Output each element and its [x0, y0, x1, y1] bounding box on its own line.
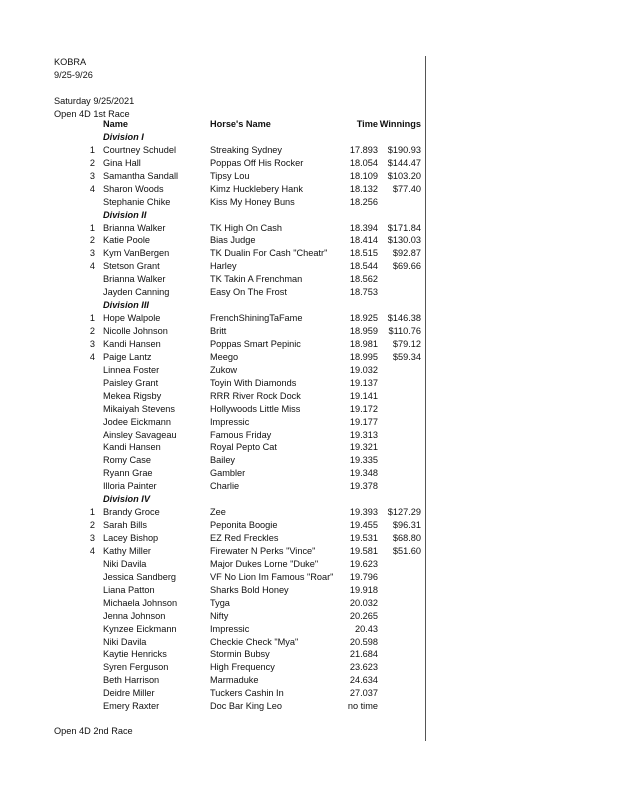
- rider-name-cell: Brandy Groce: [103, 507, 160, 518]
- time-cell: 19.455: [349, 520, 378, 531]
- table-row: [0, 610, 425, 623]
- table-row: [0, 157, 425, 170]
- horse-name-cell: RRR River Rock Dock: [210, 390, 301, 401]
- org-name: KOBRA: [54, 57, 87, 67]
- col-header-name: Name: [103, 119, 129, 129]
- rider-name-cell: Kandi Hansen: [103, 338, 161, 349]
- division-header-row: [0, 131, 425, 144]
- horse-name-cell: Harley: [210, 261, 237, 272]
- table-row: [0, 636, 425, 649]
- table-row: [0, 674, 425, 687]
- rider-name-cell: Kathy Miller: [103, 545, 151, 556]
- time-cell: 19.172: [349, 403, 378, 414]
- rider-name-cell: Kym VanBergen: [103, 248, 170, 259]
- rider-name-cell: Nicolle Johnson: [103, 326, 168, 336]
- rider-name-cell: Syren Ferguson: [103, 662, 169, 673]
- next-race-title: Open 4D 2nd Race: [54, 726, 133, 736]
- time-cell: 19.581: [349, 545, 378, 556]
- rider-name-cell: Jessica Sandberg: [103, 571, 177, 582]
- time-cell: 20.598: [349, 636, 378, 647]
- horse-name-cell: Zukow: [210, 364, 238, 375]
- time-cell: 24.634: [349, 675, 378, 686]
- table-row: [0, 247, 425, 260]
- table-row: [0, 364, 425, 377]
- rider-name-cell: Romy Case: [103, 455, 151, 466]
- time-cell: 19.623: [349, 558, 378, 569]
- horse-name-cell: Gambler: [210, 468, 246, 479]
- rank-cell: 3: [89, 338, 95, 349]
- time-cell: 19.335: [349, 455, 378, 466]
- time-cell: 18.995: [349, 351, 378, 362]
- rank-cell: 1: [89, 313, 95, 324]
- horse-name-cell: Charlie: [210, 481, 240, 492]
- horse-name-cell: High Frequency: [210, 662, 275, 673]
- horse-name-cell: Major Dukes Lorne "Duke": [210, 558, 319, 569]
- rider-name-cell: Liana Patton: [103, 584, 155, 595]
- rider-name-cell: Brianna Walker: [103, 222, 166, 233]
- horse-name-cell: Tuckers Cashin In: [210, 688, 284, 699]
- time-cell: 20.265: [349, 610, 378, 621]
- table-row: [0, 325, 425, 338]
- winnings-cell: $77.40: [392, 183, 421, 194]
- horse-name-cell: Marmaduke: [210, 675, 259, 686]
- rider-name-cell: Jenna Johnson: [103, 610, 166, 621]
- table-row: [0, 661, 425, 674]
- rank-cell: 1: [89, 222, 95, 233]
- division-label: Division IV: [103, 494, 150, 505]
- table-row: [0, 416, 425, 429]
- horse-name-cell: Firewater N Perks "Vince": [210, 545, 316, 556]
- horse-name-cell: Poppas Off His Rocker: [210, 157, 304, 168]
- rider-name-cell: Michaela Johnson: [103, 597, 178, 608]
- time-cell: 19.321: [349, 442, 378, 453]
- table-row: [0, 648, 425, 661]
- table-row: [0, 403, 425, 416]
- horse-name-cell: Easy On The Frost: [210, 287, 287, 298]
- rider-name-cell: Deidre Miller: [103, 688, 155, 699]
- rider-name-cell: Linnea Foster: [103, 364, 160, 375]
- rider-name-cell: Courtney Schudel: [103, 144, 177, 155]
- rider-name-cell: Jayden Canning: [103, 287, 170, 298]
- time-cell: 18.256: [349, 196, 378, 207]
- table-row: [0, 351, 425, 364]
- rider-name-cell: Kaytie Henricks: [103, 649, 167, 660]
- rank-cell: 3: [89, 248, 95, 259]
- rider-name-cell: Illoria Painter: [103, 481, 157, 492]
- horse-name-cell: Kimz Hucklebery Hank: [210, 183, 303, 194]
- horse-name-cell: Stormin Bubsy: [210, 649, 270, 660]
- table-row: [0, 454, 425, 467]
- time-cell: 18.394: [349, 222, 378, 233]
- winnings-cell: $127.29: [387, 507, 421, 518]
- division-label: Division I: [103, 131, 144, 142]
- rider-name-cell: Brianna Walker: [103, 274, 166, 285]
- horse-name-cell: Poppas Smart Pepinic: [210, 338, 301, 349]
- table-row: [0, 545, 425, 558]
- table-row: [0, 196, 425, 209]
- winnings-cell: $171.84: [387, 222, 421, 233]
- time-cell: 18.515: [349, 248, 378, 259]
- rider-name-cell: Kynzee Eickmann: [103, 623, 177, 634]
- division-header-row: [0, 299, 425, 312]
- time-cell: 18.562: [349, 274, 378, 285]
- winnings-cell: $130.03: [387, 235, 421, 246]
- time-cell: 27.037: [349, 688, 378, 699]
- rank-cell: 2: [89, 326, 95, 336]
- time-cell: 19.393: [349, 507, 378, 518]
- winnings-cell: $146.38: [387, 313, 421, 324]
- rider-name-cell: Jodee Eickmann: [103, 416, 171, 427]
- horse-name-cell: Zee: [210, 507, 226, 518]
- horse-name-cell: Kiss My Honey Buns: [210, 196, 295, 207]
- right-border-line: [425, 56, 426, 741]
- table-row: [0, 467, 425, 480]
- time-cell: 18.132: [349, 183, 378, 194]
- time-cell: 19.032: [349, 364, 378, 375]
- rank-cell: 1: [89, 507, 95, 518]
- rider-name-cell: Niki Davila: [103, 558, 147, 569]
- horse-name-cell: Meego: [210, 351, 239, 362]
- division-header-row: [0, 493, 425, 506]
- time-cell: 19.348: [349, 468, 378, 479]
- rider-name-cell: Paige Lantz: [103, 351, 152, 362]
- table-row: [0, 506, 425, 519]
- col-header-winnings: Winnings: [379, 119, 421, 129]
- time-cell: 19.313: [349, 429, 378, 440]
- rank-cell: 4: [89, 545, 95, 556]
- table-row: [0, 260, 425, 273]
- time-cell: 18.109: [349, 170, 378, 181]
- table-row: [0, 170, 425, 183]
- rider-name-cell: Emery Raxter: [103, 701, 160, 712]
- horse-name-cell: Royal Pepto Cat: [210, 442, 277, 453]
- col-header-time: Time: [356, 119, 378, 129]
- rider-name-cell: Niki Davila: [103, 636, 147, 647]
- rank-cell: 4: [89, 183, 95, 194]
- time-cell: 20.43: [355, 623, 378, 634]
- time-cell: no time: [347, 701, 378, 712]
- horse-name-cell: Nifty: [210, 610, 229, 621]
- horse-name-cell: TK Takin A Frenchman: [210, 274, 303, 285]
- time-cell: 18.925: [349, 313, 378, 324]
- rider-name-cell: Lacey Bishop: [103, 533, 159, 543]
- table-row: [0, 377, 425, 390]
- winnings-cell: $59.34: [392, 351, 421, 362]
- rank-cell: 2: [89, 520, 95, 531]
- table-row: [0, 623, 425, 636]
- horse-name-cell: Doc Bar King Leo: [210, 701, 283, 712]
- horse-name-cell: FrenchShiningTaFame: [210, 313, 303, 324]
- winnings-cell: $144.47: [387, 157, 421, 168]
- column-header-row: [0, 118, 425, 131]
- horse-name-cell: Tipsy Lou: [210, 170, 250, 181]
- time-cell: 19.378: [349, 481, 378, 492]
- results-rows: [0, 131, 425, 713]
- rider-name-cell: Gina Hall: [103, 157, 141, 168]
- col-header-horse: Horse's Name: [210, 119, 271, 129]
- horse-name-cell: TK High On Cash: [210, 222, 282, 233]
- table-row: [0, 532, 425, 545]
- rider-name-cell: Stephanie Chike: [103, 196, 171, 207]
- rank-cell: 2: [89, 157, 95, 168]
- event-dates: 9/25-9/26: [54, 70, 93, 80]
- time-cell: 19.141: [349, 390, 378, 401]
- winnings-cell: $68.80: [392, 533, 421, 543]
- horse-name-cell: TK Dualin For Cash "Cheatr": [210, 248, 328, 259]
- table-row: [0, 571, 425, 584]
- time-cell: 19.918: [349, 584, 378, 595]
- rider-name-cell: Katie Poole: [103, 235, 150, 246]
- table-row: [0, 234, 425, 247]
- horse-name-cell: Britt: [210, 326, 227, 336]
- table-row: [0, 222, 425, 235]
- time-cell: 18.959: [349, 326, 378, 336]
- table-row: [0, 390, 425, 403]
- horse-name-cell: Streaking Sydney: [210, 144, 283, 155]
- table-row: [0, 429, 425, 442]
- table-row: [0, 273, 425, 286]
- division-label: Division II: [103, 209, 147, 220]
- time-cell: 19.177: [349, 416, 378, 427]
- table-row: [0, 312, 425, 325]
- horse-name-cell: Checkie Check "Mya": [210, 636, 299, 647]
- time-cell: 18.981: [349, 338, 378, 349]
- rank-cell: 2: [89, 235, 95, 246]
- table-row: [0, 687, 425, 700]
- horse-name-cell: Bias Judge: [210, 235, 256, 246]
- winnings-cell: $69.66: [392, 261, 421, 272]
- time-cell: 18.414: [349, 235, 378, 246]
- winnings-cell: $92.87: [392, 248, 421, 259]
- winnings-cell: $79.12: [392, 338, 421, 349]
- rider-name-cell: Stetson Grant: [103, 261, 160, 272]
- winnings-cell: $110.76: [388, 326, 421, 336]
- winnings-cell: $103.20: [387, 170, 421, 181]
- rider-name-cell: Ryann Grae: [103, 468, 153, 479]
- horse-name-cell: Peponita Boogie: [210, 520, 278, 531]
- rider-name-cell: Mikaiyah Stevens: [103, 403, 176, 414]
- table-row: [0, 286, 425, 299]
- rider-name-cell: Samantha Sandall: [103, 170, 179, 181]
- table-row: [0, 441, 425, 454]
- table-row: [0, 183, 425, 196]
- rider-name-cell: Beth Harrison: [103, 675, 160, 686]
- rank-cell: 3: [89, 170, 95, 181]
- race-title: Open 4D 1st Race: [54, 109, 130, 119]
- rider-name-cell: Paisley Grant: [103, 377, 159, 388]
- division-label: Division III: [103, 300, 149, 311]
- time-cell: 23.623: [349, 662, 378, 673]
- winnings-cell: $190.93: [387, 144, 421, 155]
- winnings-cell: $96.31: [392, 520, 421, 531]
- table-row: [0, 700, 425, 713]
- horse-name-cell: Tyga: [210, 597, 230, 608]
- horse-name-cell: Toyin With Diamonds: [210, 377, 297, 388]
- rider-name-cell: Sharon Woods: [103, 183, 164, 194]
- time-cell: 17.893: [349, 144, 378, 155]
- table-row: [0, 144, 425, 157]
- time-cell: 18.054: [349, 157, 378, 168]
- time-cell: 19.531: [349, 533, 378, 543]
- table-row: [0, 480, 425, 493]
- rank-cell: 4: [89, 261, 95, 272]
- time-cell: 18.544: [349, 261, 378, 272]
- table-row: [0, 558, 425, 571]
- rider-name-cell: Sarah Bills: [103, 520, 147, 531]
- rider-name-cell: Hope Walpole: [103, 313, 161, 324]
- horse-name-cell: EZ Red Freckles: [210, 533, 279, 543]
- horse-name-cell: Hollywoods Little Miss: [210, 403, 301, 414]
- table-row: [0, 597, 425, 610]
- rider-name-cell: Kandi Hansen: [103, 442, 161, 453]
- time-cell: 21.684: [349, 649, 378, 660]
- rider-name-cell: Ainsley Savageau: [103, 429, 177, 440]
- winnings-cell: $51.60: [392, 545, 421, 556]
- horse-name-cell: VF No Lion Im Famous "Roar": [210, 571, 334, 582]
- event-day: Saturday 9/25/2021: [54, 96, 135, 106]
- time-cell: 20.032: [349, 597, 378, 608]
- table-row: [0, 519, 425, 532]
- division-header-row: [0, 209, 425, 222]
- rank-cell: 4: [89, 351, 95, 362]
- time-cell: 18.753: [349, 287, 378, 298]
- horse-name-cell: Bailey: [210, 455, 236, 466]
- time-cell: 19.796: [349, 571, 378, 582]
- horse-name-cell: Famous Friday: [210, 429, 272, 440]
- horse-name-cell: Impressic: [210, 623, 250, 634]
- horse-name-cell: Sharks Bold Honey: [210, 584, 289, 595]
- rank-cell: 3: [89, 533, 95, 543]
- table-row: [0, 338, 425, 351]
- rider-name-cell: Mekea Rigsby: [103, 390, 162, 401]
- table-row: [0, 584, 425, 597]
- rank-cell: 1: [89, 144, 95, 155]
- results-table: [0, 118, 425, 713]
- horse-name-cell: Impressic: [210, 416, 250, 427]
- time-cell: 19.137: [349, 377, 378, 388]
